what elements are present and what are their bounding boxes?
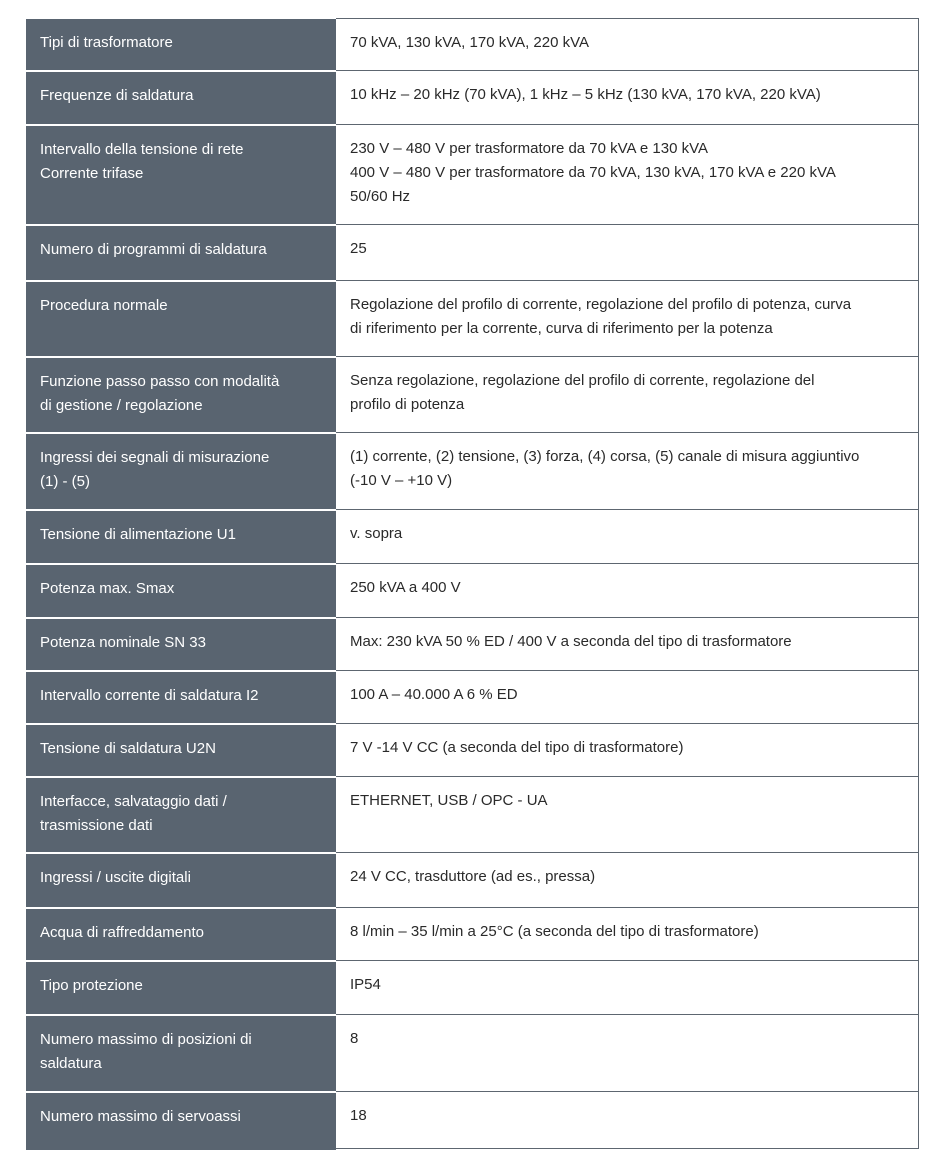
spec-label: Tensione di saldatura U2N xyxy=(26,724,336,777)
spec-label: Ingressi dei segnali di misurazione (1) - (5) xyxy=(26,433,336,510)
spec-value: Senza regolazione, regolazione del profilo di corrente, regolazione del profilo di potenza xyxy=(336,357,919,433)
spec-value: 18 xyxy=(336,1092,919,1149)
table-row xyxy=(26,225,919,281)
spec-label: Frequenze di saldatura xyxy=(26,71,336,125)
spec-value: 25 xyxy=(336,225,919,281)
spec-value: 10 kHz – 20 kHz (70 kVA), 1 kHz – 5 kHz (130 kVA, 170 kVA, 220 kVA) xyxy=(336,71,919,125)
spec-label: Intervallo corrente di saldatura I2 xyxy=(26,671,336,724)
spec-label: Intervallo della tensione di rete Corrente trifase xyxy=(26,125,336,225)
spec-value: 100 A – 40.000 A 6 % ED xyxy=(336,671,919,724)
spec-value: 8 l/min – 35 l/min a 25°C (a seconda del tipo di trasformatore) xyxy=(336,908,919,961)
spec-value: v. sopra xyxy=(336,510,919,564)
spec-label: Tensione di alimentazione U1 xyxy=(26,510,336,564)
spec-value: 8 xyxy=(336,1015,919,1092)
spec-label: Tipo protezione xyxy=(26,961,336,1015)
table-row xyxy=(26,357,919,433)
spec-label: Numero massimo di servoassi xyxy=(26,1092,336,1149)
spec-label: Ingressi / uscite digitali xyxy=(26,853,336,908)
spec-label: Procedura normale xyxy=(26,281,336,357)
spec-label: Numero di programmi di saldatura xyxy=(26,225,336,281)
spec-label: Potenza nominale SN 33 xyxy=(26,618,336,671)
spec-label: Tipi di trasformatore xyxy=(26,19,336,71)
spec-value: 250 kVA a 400 V xyxy=(336,564,919,618)
spec-label: Funzione passo passo con modalità di gestione / regolazione xyxy=(26,357,336,433)
spec-value: Regolazione del profilo di corrente, regolazione del profilo di potenza, curva di riferimento per la corrente, curva di riferimento per la potenza xyxy=(336,281,919,357)
table-row xyxy=(26,510,919,564)
spec-value: (1) corrente, (2) tensione, (3) forza, (4) corsa, (5) canale di misura aggiuntivo (-10 V – +10 V) xyxy=(336,433,919,510)
spec-value: 24 V CC, trasduttore (ad es., pressa) xyxy=(336,853,919,908)
specifications-table xyxy=(26,18,919,1150)
table-row xyxy=(26,564,919,618)
table-row xyxy=(26,671,919,724)
spec-value: IP54 xyxy=(336,961,919,1015)
table-row xyxy=(26,1015,919,1092)
table-row xyxy=(26,433,919,510)
spec-label: Numero massimo di posizioni di saldatura xyxy=(26,1015,336,1092)
table-row xyxy=(26,71,919,125)
spec-label: Potenza max. Smax xyxy=(26,564,336,618)
table-row xyxy=(26,777,919,853)
table-row xyxy=(26,281,919,357)
spec-label: Interfacce, salvataggio dati / trasmissione dati xyxy=(26,777,336,853)
table-row xyxy=(26,618,919,671)
spec-value: 230 V – 480 V per trasformatore da 70 kVA e 130 kVA 400 V – 480 V per trasformatore da 70 kVA, 130 kVA, 170 kVA e 220 kVA 50/60 Hz xyxy=(336,125,919,225)
spec-value: Max: 230 kVA 50 % ED / 400 V a seconda del tipo di trasformatore xyxy=(336,618,919,671)
table-row xyxy=(26,19,919,71)
table-row xyxy=(26,125,919,225)
table-row xyxy=(26,1092,919,1149)
spec-value: ETHERNET, USB / OPC - UA xyxy=(336,777,919,853)
table-row xyxy=(26,853,919,908)
table-row xyxy=(26,908,919,961)
spec-label: Acqua di raffreddamento xyxy=(26,908,336,961)
table-row xyxy=(26,961,919,1015)
spec-value: 70 kVA, 130 kVA, 170 kVA, 220 kVA xyxy=(336,19,919,71)
table-row xyxy=(26,724,919,777)
spec-value: 7 V -14 V CC (a seconda del tipo di trasformatore) xyxy=(336,724,919,777)
